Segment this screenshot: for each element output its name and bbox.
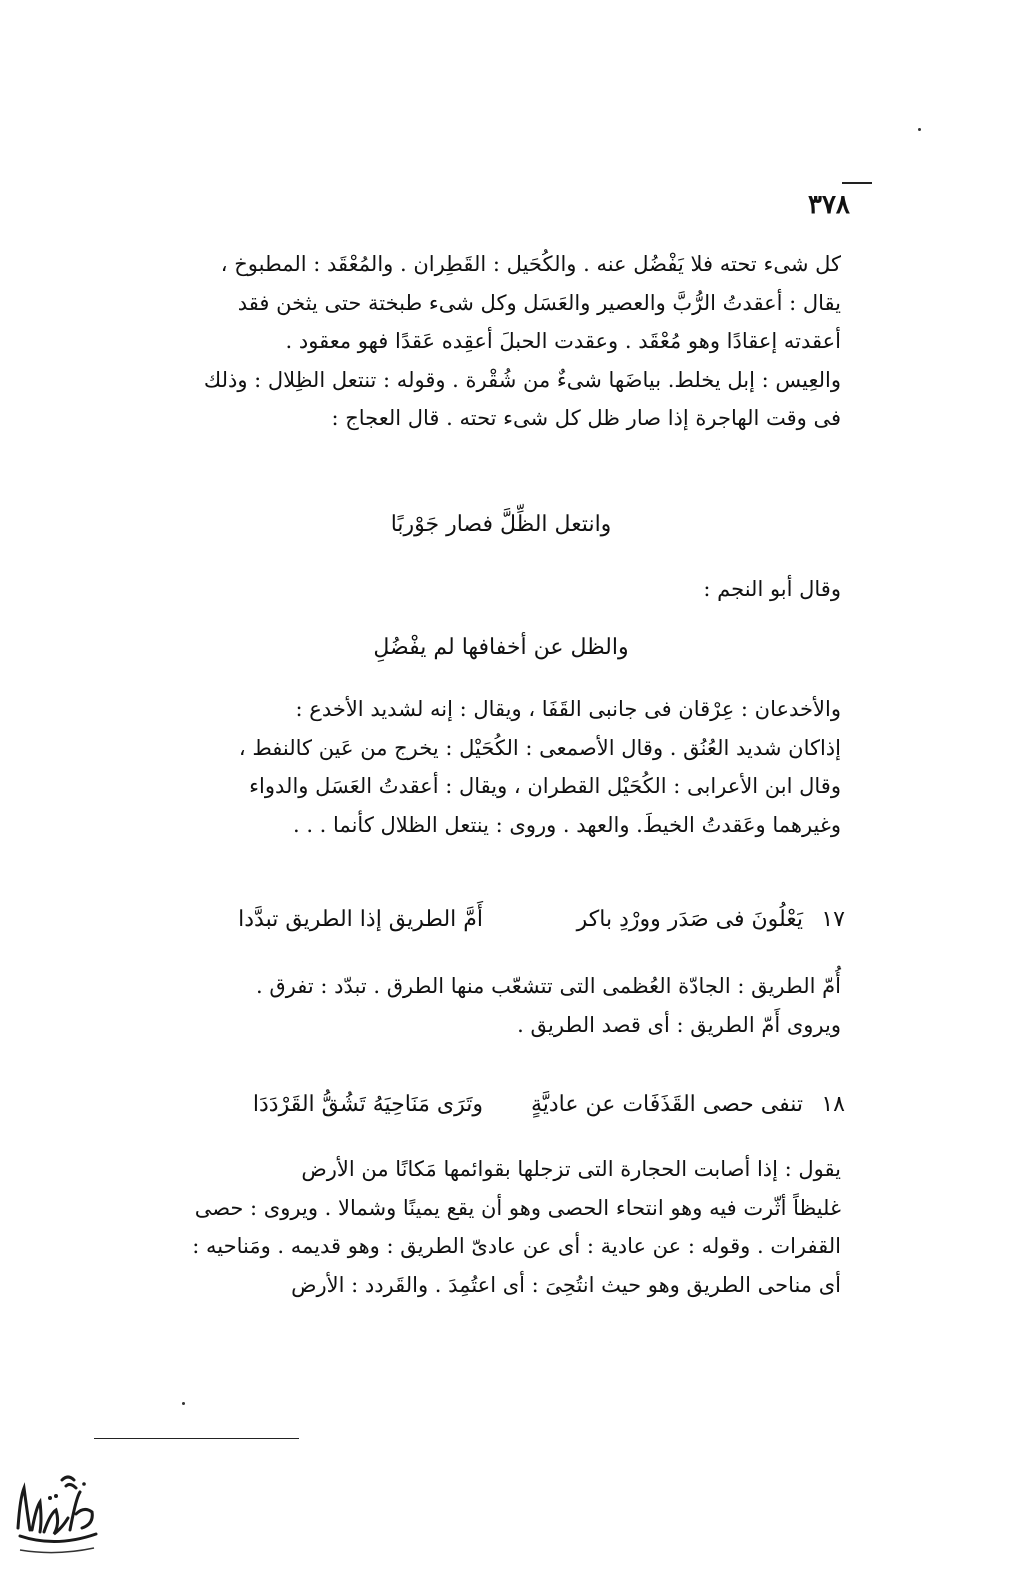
commentary-paragraph-2 bbox=[161, 690, 841, 844]
text-line: وقال أبو النجم : bbox=[703, 577, 841, 601]
commentary-paragraph-3 bbox=[161, 967, 841, 1044]
page-number-flourish bbox=[842, 182, 872, 184]
footnote-divider bbox=[94, 1438, 299, 1439]
text-line: وغيرهما وعَقدتُ الخيطَ. والعهد . وروى : ينتعل الظلال كأنما . . . bbox=[292, 812, 841, 837]
quoted-verse-ajjaj: وانتعل الظِّلَّ فصار جَوْربًا bbox=[390, 512, 612, 537]
text-line: والأخدعان : عِرْقان فى جانبى القَفَا ، ويقال : إنه لشديد الأخدع : bbox=[295, 697, 841, 721]
page-number: ٣٧٨ bbox=[808, 190, 850, 220]
text-line: يقال : أعقدتُ الرُّبَّ والعصير والعَسَل وكل شىء طبختة حتى يثخن فقد bbox=[237, 290, 841, 315]
poem-verse-17 bbox=[155, 900, 845, 940]
text-line: والعِيس : إبل يخلط. بياضَها شىءٌ من شُقْرة . وقوله : تنتعل الظِلال : وذلك bbox=[203, 367, 841, 392]
text-line: غليظاً أثّرت فيه وهو انتحاء الحصى وهو أن يقع يمينًا وشمالا . ويروى : حصى bbox=[194, 1195, 841, 1220]
text-line: القفرات . وقوله : عن عادية : أى عن عادىّ الطريق : وهو قديمه . ومَناحيه : bbox=[192, 1234, 841, 1258]
ink-speck bbox=[918, 128, 921, 131]
quoted-verse-abu-najm: والظل عن أخفافها لم يفْضُلِ bbox=[373, 635, 629, 660]
text-line: فى وقت الهاجرة إذا صار ظل كل شىء تحته . قال العجاج : bbox=[331, 406, 841, 430]
commentary-paragraph-4 bbox=[161, 1150, 841, 1304]
text-line: كل شىء تحته فلا يَفْضُل عنه . والكُحَيل : القَطِران . والمُعْقَد : المطبوخ ، bbox=[220, 252, 841, 276]
verse-first-hemistich: تنفى حصى القَذَفَات عن عاديَّةٍ bbox=[530, 1092, 803, 1117]
ink-speck bbox=[182, 1402, 185, 1405]
text-line: أى مناحى الطريق وهو حيث انتُحِىَ : أى اعتُمِدَ . والقَردد : الأرض bbox=[291, 1272, 841, 1297]
text-line: يقول : إذا أصابت الحجارة التى تزجلها بقوائمها مَكانًا من الأرض bbox=[301, 1157, 841, 1181]
text-line: أعقدته إعقادًا وهو مُعْقَد . وعقدت الحبلَ أعقِده عَقدًا فهو معقود . bbox=[285, 329, 841, 353]
verse-number: ١٨ bbox=[821, 1092, 845, 1117]
verse-number: ١٧ bbox=[821, 907, 845, 932]
commentary-paragraph-1 bbox=[161, 245, 841, 438]
verse-second-hemistich: أَمَّ الطريق إذا الطريق تبدَّدا bbox=[238, 907, 483, 932]
text-line: ويروى أَمّ الطريق : أى قصد الطريق . bbox=[517, 1012, 841, 1037]
text-line: إذاكان شديد العُنُق . وقال الأصمعى : الكُحَيْل : يخرج من عَين كالنفط ، bbox=[238, 735, 841, 760]
poem-verse-18 bbox=[155, 1085, 845, 1125]
text-line: أُمّ الطريق : الجادّة العُظمى التى تتشعّب منها الطرق . تبدّد : تفرق . bbox=[256, 974, 841, 998]
text-line: وقال ابن الأعرابى : الكُحَيْل القطران ، ويقال : أعقدتُ العَسَل والدواء bbox=[249, 774, 841, 798]
verse-second-hemistich: وتَرَى مَنَاحِيَهُ تَشُقُّ القَرْدَدَا bbox=[252, 1092, 483, 1117]
calligraphy-seal-logo bbox=[10, 1458, 102, 1558]
verse-first-hemistich: يَعْلُونَ فى صَدَر وورْدِ باكر bbox=[576, 907, 803, 932]
quote-intro-abu-najm bbox=[161, 570, 841, 609]
